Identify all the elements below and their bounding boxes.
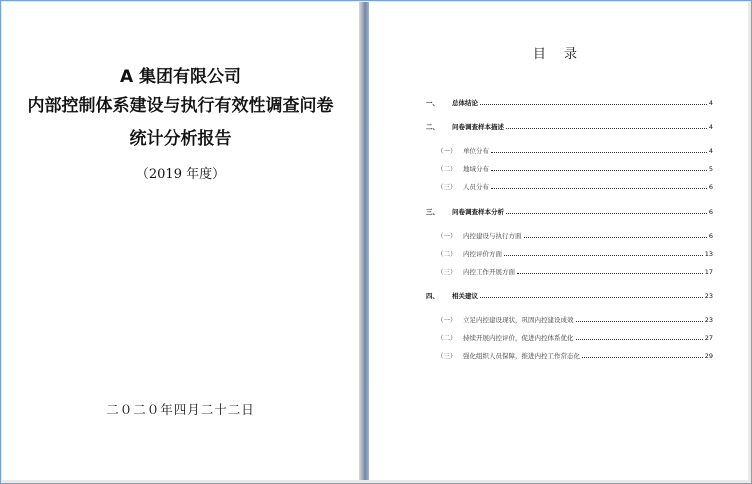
toc-entry-page: 27 [704, 334, 713, 342]
toc-entry-page: 4 [708, 147, 713, 155]
toc-entry-label: 立足内控建设现状，巩固内控建设成效 [463, 316, 574, 324]
cover-page [2, 2, 359, 480]
toc-entry-label: 总体结论 [452, 99, 478, 107]
toc-leader-dots [506, 212, 707, 214]
toc-entry-label: 强化组织人员保障，推进内控工作常态化 [463, 352, 580, 360]
company-name: A 集团有限公司 [119, 67, 242, 87]
toc-entry[interactable] [437, 246, 713, 258]
report-subtitle: 统计分析报告 [129, 129, 232, 149]
toc-entry[interactable] [426, 204, 713, 216]
toc-entry-page: 5 [708, 165, 713, 173]
toc-entry[interactable] [426, 95, 713, 107]
toc-entry[interactable] [437, 179, 713, 191]
toc-leader-dots [480, 103, 707, 105]
toc-entry-number: （二） [437, 250, 457, 258]
toc-entry[interactable] [437, 348, 713, 360]
toc-entry-number: （一） [437, 316, 457, 324]
toc-entry[interactable] [437, 143, 713, 155]
toc-leader-dots [506, 127, 707, 129]
toc-entry-page: 4 [708, 123, 713, 131]
report-date: 二０二０年四月二十二日 [106, 402, 255, 417]
toc-leader-dots [576, 338, 703, 340]
toc-entry-page: 29 [704, 352, 713, 360]
toc-entry-page: 23 [704, 316, 713, 324]
toc-entry-label: 相关建议 [452, 292, 478, 300]
toc-leader-dots [491, 187, 707, 189]
toc-entry-label: 问卷调查样本分析 [452, 208, 504, 216]
toc-entry-number: （二） [437, 165, 457, 173]
toc-entry-number: （一） [437, 147, 457, 155]
toc-entry-number: 二、 [426, 123, 439, 131]
toc-page [369, 2, 748, 480]
toc-entry[interactable] [437, 161, 713, 173]
toc-leader-dots [491, 169, 707, 171]
toc-leader-dots [517, 272, 703, 274]
toc-entry-number: （二） [437, 334, 457, 342]
toc-entry[interactable] [426, 119, 713, 131]
toc-entry[interactable] [426, 288, 713, 300]
toc-entry-number: （三） [437, 268, 457, 276]
toc-leader-dots [480, 296, 703, 298]
toc-entry-page: 23 [704, 292, 713, 300]
toc-entry[interactable] [437, 264, 713, 276]
toc-entry[interactable] [437, 330, 713, 342]
toc-entry-label: 内控工作开展方面 [463, 268, 515, 276]
report-year: （2019 年度） [135, 167, 226, 182]
toc-leader-dots [576, 320, 703, 322]
toc-entry-page: 13 [704, 250, 713, 258]
toc-entry-number: （三） [437, 352, 457, 360]
toc-entry-label: 单位分布 [463, 147, 489, 155]
toc-entry[interactable] [437, 228, 713, 240]
toc-entry-page: 17 [704, 268, 713, 276]
toc-entry-number: 三、 [426, 208, 439, 216]
toc-entry-label: 内控建设与执行方面 [463, 232, 522, 240]
toc-entry-number: 四、 [426, 292, 439, 300]
toc-entry-label: 内控评价方面 [463, 250, 502, 258]
toc-entry-page: 6 [708, 232, 713, 240]
toc-entry-number: （三） [437, 183, 457, 191]
toc-entry-page: 4 [708, 99, 713, 107]
toc-entry-label: 人员分布 [463, 183, 489, 191]
toc-entry-number: （一） [437, 232, 457, 240]
toc-entry-page: 6 [708, 183, 713, 191]
toc-entry-page: 6 [708, 208, 713, 216]
toc-entry-number: 一、 [426, 99, 439, 107]
page-spine [359, 2, 369, 480]
toc-entry-label: 问卷调查样本描述 [452, 123, 504, 131]
report-title: 内部控制体系建设与执行有效性调查问卷 [27, 96, 334, 116]
toc-entry-label: 地域分布 [463, 165, 489, 173]
toc-leader-dots [582, 356, 703, 358]
toc-leader-dots [491, 151, 707, 153]
toc-leader-dots [524, 236, 707, 238]
toc-title: 目 录 [532, 47, 585, 62]
toc-entry-label: 持续开展内控评价，促进内控体系优化 [463, 334, 574, 342]
toc-leader-dots [504, 254, 703, 256]
toc-entry[interactable] [437, 312, 713, 324]
